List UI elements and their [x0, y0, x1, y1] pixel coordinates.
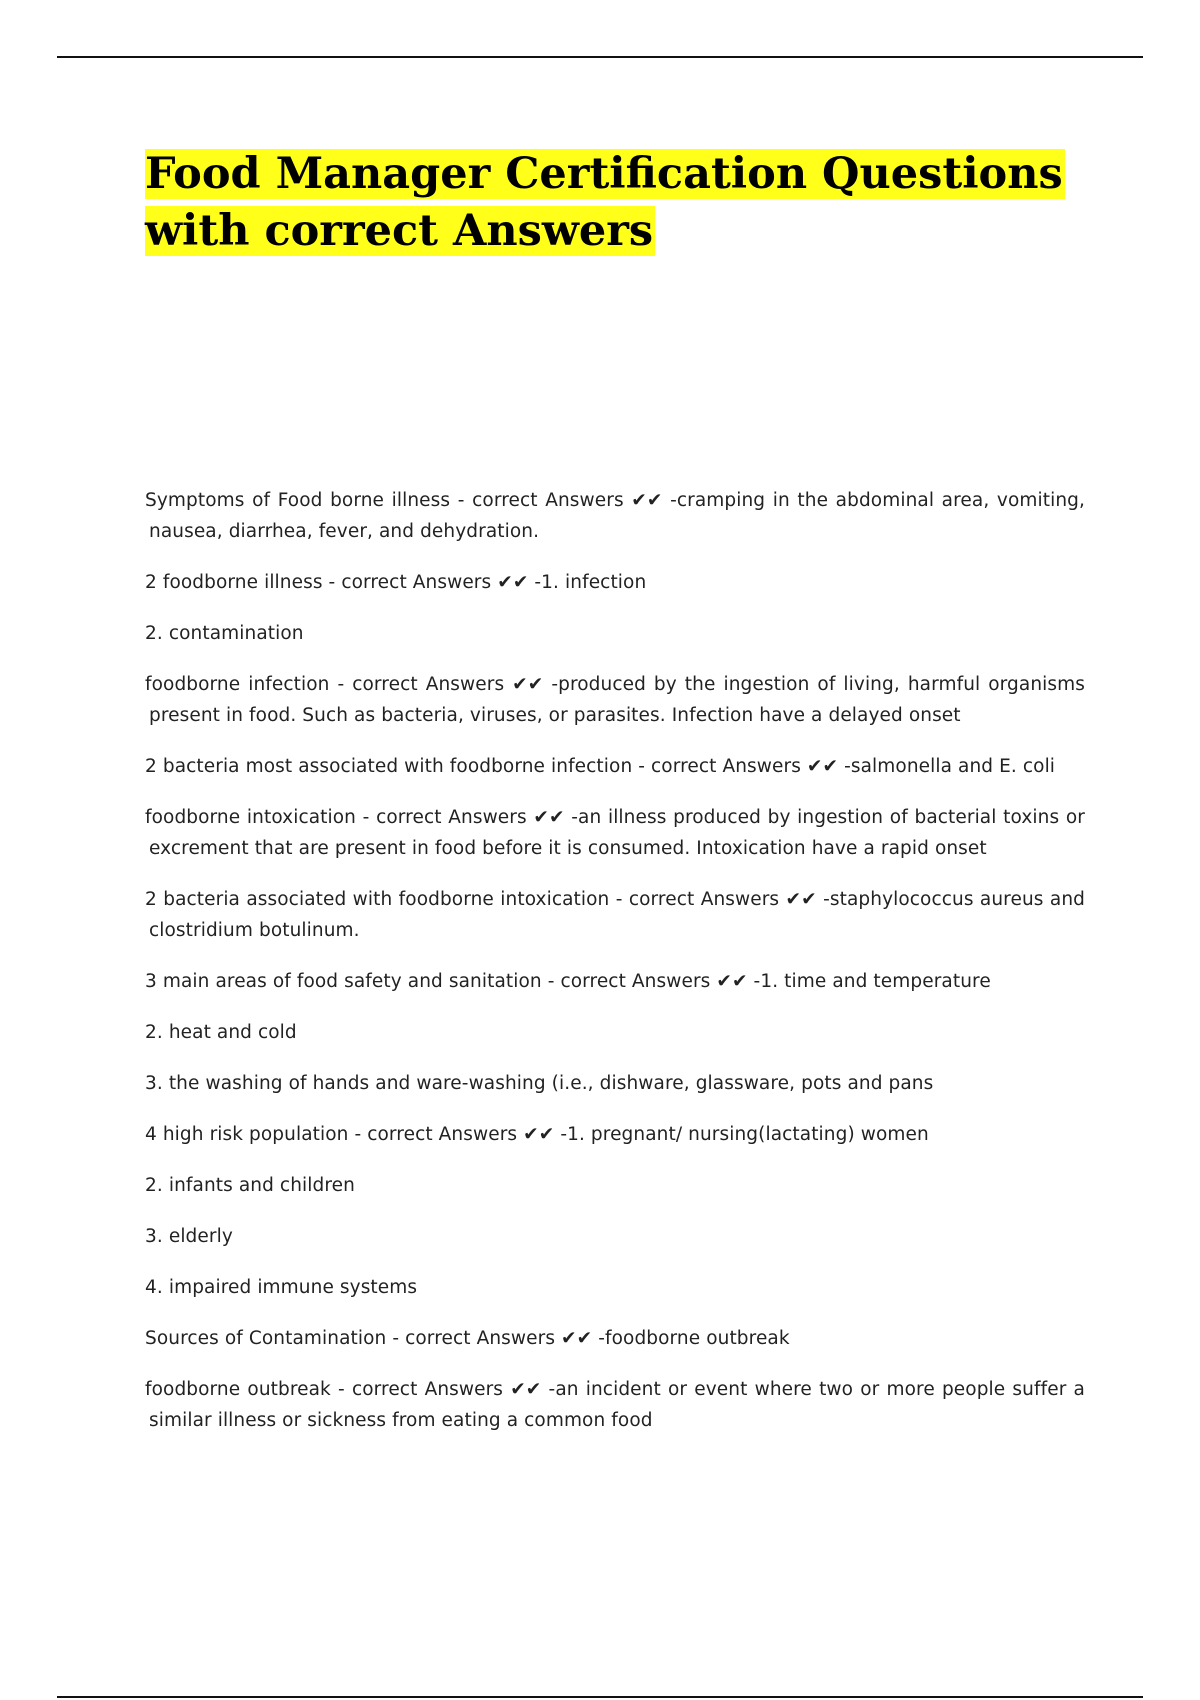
paragraph-sources: Sources of Contamination - correct Answers ✔✔ -foodborne outbreak	[145, 1328, 790, 1349]
paragraph-main-areas: 3 main areas of food safety and sanitation - correct Answers ✔✔ -1. time and temperature	[145, 971, 991, 992]
document-body	[145, 485, 1085, 1456]
bottom-rule	[57, 1696, 1143, 1698]
paragraph-two-illness: 2 foodborne illness - correct Answers ✔✔ -1. infection	[145, 572, 647, 593]
paragraph-foodborne-intoxication: foodborne intoxication - correct Answers ✔✔ -an illness produced by ingestion of bacterial toxins or excrement that are present in food before it is consumed. Intoxication have a rapid onset	[145, 807, 1085, 859]
paragraph-symptoms: Symptoms of Food borne illness - correct Answers ✔✔ -cramping in the abdominal area, vomiting, nausea, diarrhea, fever, and dehydration.	[145, 490, 1085, 542]
paragraph-heat-cold: 2. heat and cold	[145, 1022, 297, 1043]
paragraph-foodborne-infection: foodborne infection - correct Answers ✔✔ -produced by the ingestion of living, harmful organisms present in food. Such as bacteria, viruses, or parasites. Infection have a delayed onset	[145, 674, 1085, 726]
document-title	[145, 146, 1105, 260]
paragraph-immune: 4. impaired immune systems	[145, 1277, 418, 1298]
paragraph-contamination: 2. contamination	[145, 623, 304, 644]
paragraph-high-risk: 4 high risk population - correct Answers ✔✔ -1. pregnant/ nursing(lactating) women	[145, 1124, 929, 1145]
title-highlight: Food Manager Certification Questions with correct Answers	[145, 149, 1063, 256]
paragraph-foodborne-outbreak: foodborne outbreak - correct Answers ✔✔ -an incident or event where two or more people suffer a similar illness or sickness from eating a common food	[145, 1379, 1085, 1431]
paragraph-infants: 2. infants and children	[145, 1175, 355, 1196]
paragraph-bacteria-infection: 2 bacteria most associated with foodborne infection - correct Answers ✔✔ -salmonella and E. coli	[145, 756, 1056, 777]
top-rule	[57, 56, 1143, 58]
paragraph-washing: 3. the washing of hands and ware-washing (i.e., dishware, glassware, pots and pans	[145, 1073, 934, 1094]
paragraph-bacteria-intoxication: 2 bacteria associated with foodborne intoxication - correct Answers ✔✔ -staphylococcus aureus and clostridium botulinum.	[145, 889, 1085, 941]
paragraph-elderly: 3. elderly	[145, 1226, 233, 1247]
